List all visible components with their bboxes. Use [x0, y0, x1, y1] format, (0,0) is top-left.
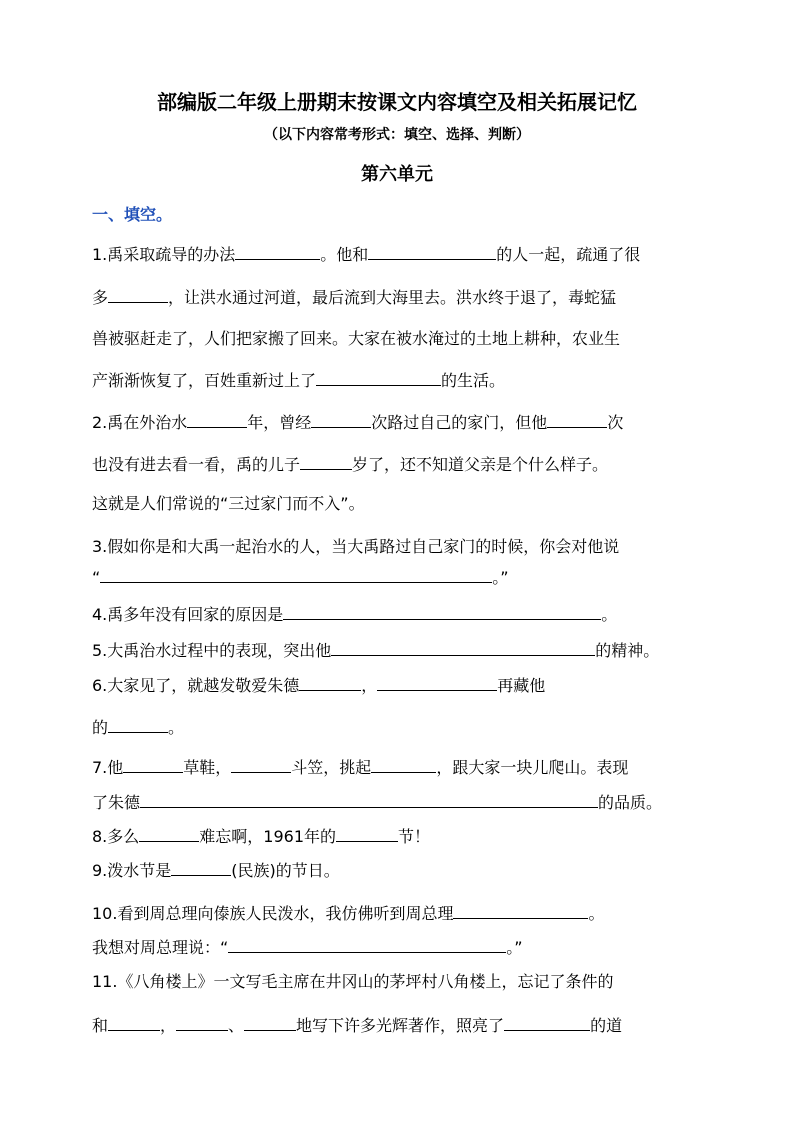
question-3-line-2	[92, 567, 509, 588]
answer-blank[interactable]	[368, 244, 496, 260]
question-text: 次路过自己的家门，但他	[371, 413, 548, 432]
question-text: 、	[228, 1016, 245, 1035]
question-6-line-1	[92, 675, 545, 696]
answer-blank[interactable]	[100, 567, 492, 583]
answer-blank[interactable]	[123, 757, 183, 773]
question-1-line-3: 兽被驱赶走了，人们把家搬了回来。大家在被水淹过的土地上耕种，农业生	[92, 329, 621, 348]
question-text: 的生活。	[441, 371, 506, 390]
question-1-line-4	[92, 370, 505, 391]
question-9	[92, 860, 340, 881]
question-text: 2.禹在外治水	[92, 413, 188, 432]
question-text: 的精神。	[595, 641, 660, 660]
question-text: 10.看到周总理向傣族人民泼水，我仿佛听到周总理	[92, 904, 454, 923]
answer-blank[interactable]	[547, 412, 607, 428]
question-text: 草鞋，	[183, 758, 232, 777]
question-text: 的	[92, 718, 109, 737]
question-text: 。”	[506, 938, 523, 957]
question-7-line-2	[92, 792, 662, 813]
question-text: 7.他	[92, 758, 124, 777]
section-heading: 一、填空。	[92, 205, 173, 224]
question-text: 多	[92, 288, 109, 307]
question-5	[92, 640, 659, 661]
answer-blank[interactable]	[108, 287, 168, 303]
question-text: 1.禹采取疏导的办法	[92, 245, 236, 264]
question-text: 。	[601, 605, 618, 624]
question-text: 的品质。	[598, 793, 663, 812]
question-text: ，	[361, 676, 378, 695]
question-text: “	[92, 568, 101, 587]
answer-blank[interactable]	[311, 412, 371, 428]
question-2-line-1	[92, 412, 623, 433]
answer-blank[interactable]	[331, 640, 595, 656]
answer-blank[interactable]	[244, 1015, 296, 1031]
question-text: 再藏他	[497, 676, 546, 695]
answer-blank[interactable]	[283, 604, 601, 620]
question-text: 。”	[492, 568, 509, 587]
question-3-line-1: 3.假如你是和大禹一起治水的人，当大禹路过自己家门的时候，你会对他说	[92, 537, 620, 556]
answer-blank[interactable]	[228, 937, 506, 953]
question-1-line-2	[92, 287, 616, 308]
question-text: 和	[92, 1016, 109, 1035]
question-text: 8.多么	[92, 827, 140, 846]
answer-blank[interactable]	[140, 792, 598, 808]
question-text: 节！	[398, 827, 431, 846]
question-4	[92, 604, 617, 625]
answer-blank[interactable]	[504, 1015, 590, 1031]
answer-blank[interactable]	[108, 1015, 160, 1031]
question-text: ，跟大家一块儿爬山。表现	[436, 758, 629, 777]
question-text: 难忘啊，1961年的	[199, 827, 337, 846]
question-text: ，	[160, 1016, 177, 1035]
answer-blank[interactable]	[187, 412, 247, 428]
question-8	[92, 826, 430, 847]
question-text: 9.泼水节是	[92, 861, 172, 880]
answer-blank[interactable]	[108, 717, 168, 733]
question-text: ，让洪水通过河道，最后流到大海里去。洪水终于退了，毒蛇猛	[168, 288, 617, 307]
question-text: 也没有进去看一看，禹的儿子	[92, 455, 301, 474]
answer-blank[interactable]	[235, 244, 320, 260]
answer-blank[interactable]	[300, 454, 352, 470]
answer-blank[interactable]	[316, 370, 441, 386]
question-11-line-2	[92, 1015, 622, 1036]
question-text: 岁了，还不知道父亲是个什么样子。	[352, 455, 609, 474]
answer-blank[interactable]	[453, 903, 588, 919]
answer-blank[interactable]	[171, 860, 231, 876]
answer-blank[interactable]	[336, 826, 398, 842]
answer-blank[interactable]	[231, 757, 291, 773]
answer-blank[interactable]	[139, 826, 199, 842]
answer-blank[interactable]	[299, 675, 361, 691]
page-subtitle: （以下内容常考形式：填空、选择、判断）	[264, 127, 530, 143]
question-1-line-1	[92, 244, 640, 265]
question-text: 了朱德	[92, 793, 141, 812]
question-text: 的道	[590, 1016, 623, 1035]
question-10-line-2	[92, 937, 523, 958]
question-text: 。他和	[320, 245, 369, 264]
question-text: 5.大禹治水过程中的表现，突出他	[92, 641, 332, 660]
unit-heading: 第六单元	[361, 164, 433, 185]
question-6-line-2	[92, 717, 184, 738]
question-text: 6.大家见了，就越发敬爱朱德	[92, 676, 300, 695]
question-text: 。	[168, 718, 185, 737]
answer-blank[interactable]	[371, 757, 436, 773]
question-10-line-1	[92, 903, 604, 924]
question-text: 4.禹多年没有回家的原因是	[92, 605, 284, 624]
question-text: 年，曾经	[247, 413, 312, 432]
page-title: 部编版二年级上册期末按课文内容填空及相关拓展记忆	[157, 90, 637, 114]
question-text: 地写下许多光辉著作，照亮了	[296, 1016, 505, 1035]
question-text: (民族)的节日。	[231, 861, 340, 880]
question-text: 产渐渐恢复了，百姓重新过上了	[92, 371, 317, 390]
question-text: 的人一起，疏通了很	[496, 245, 641, 264]
question-text: 我想对周总理说：“	[92, 938, 229, 957]
question-text: 次	[607, 413, 624, 432]
question-11-line-1: 11.《八角楼上》一文写毛主席在井冈山的茅坪村八角楼上，忘记了条件的	[92, 972, 614, 991]
question-7-line-1	[92, 757, 628, 778]
question-text: 斗笠，挑起	[291, 758, 372, 777]
question-2-line-3: 这就是人们常说的“三过家门而不入”。	[92, 494, 365, 513]
question-2-line-2	[92, 454, 608, 475]
answer-blank[interactable]	[377, 675, 497, 691]
question-text: 。	[588, 904, 605, 923]
answer-blank[interactable]	[176, 1015, 228, 1031]
